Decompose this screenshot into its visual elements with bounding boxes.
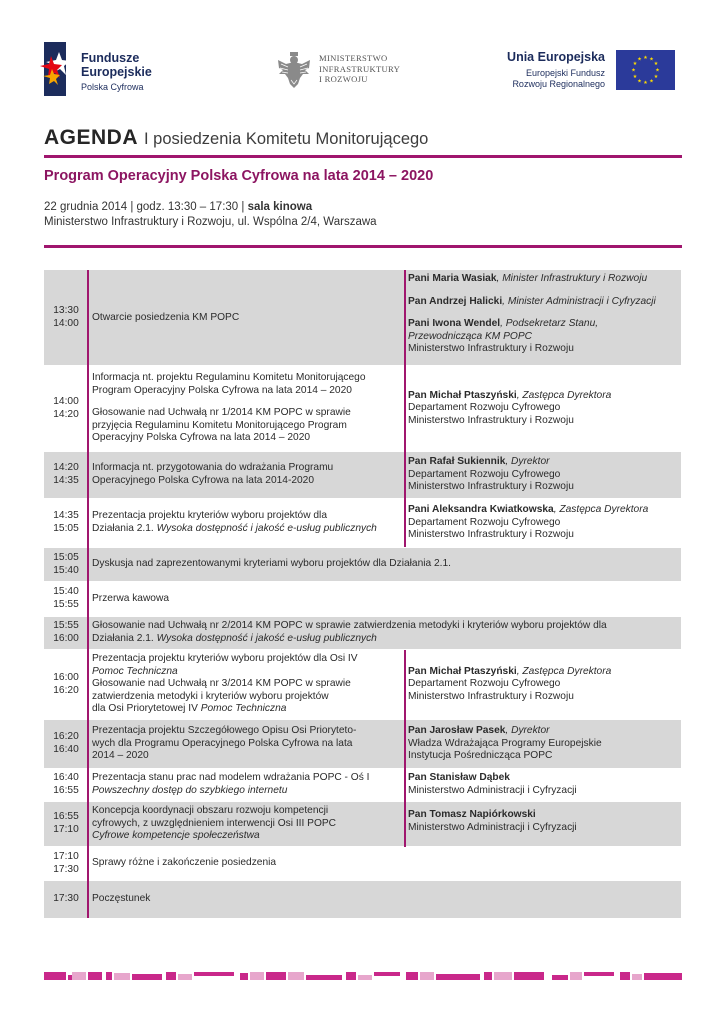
desc-line: Koncepcja koordynacji obszaru rozwoju kompetencji	[92, 805, 329, 817]
fe-logo-line1: Fundusze	[81, 51, 140, 65]
time-start: 15:55	[53, 620, 79, 632]
speaker-role: , Zastępca Dyrektora	[553, 504, 649, 516]
speaker-org: Ministerstwo Infrastruktury i Rozwoju	[408, 690, 574, 702]
speakers	[408, 650, 680, 719]
row-separator	[44, 649, 681, 651]
row-separator	[44, 365, 681, 367]
desc-line: wych dla Programu Operacyjnego Polska Cyfrowa na lata	[92, 737, 353, 749]
speaker-role: , Dyrektor	[505, 725, 550, 737]
row-separator	[44, 718, 681, 720]
speaker-column-divider	[404, 650, 406, 847]
row-separator	[44, 450, 681, 452]
speaker-name: Pan Michał Ptaszyński	[408, 665, 517, 677]
title-sub: I posiedzenia Komitetu Monitorującego	[144, 130, 429, 148]
polish-eagle-icon	[276, 50, 312, 90]
svg-text:★: ★	[649, 78, 654, 85]
item-description	[92, 650, 404, 719]
speaker-role: Przewodnicząca KM POPC	[408, 330, 532, 342]
speaker-org: Departament Rozwoju Cyfrowego	[408, 678, 561, 690]
speaker-org: Instytucja Pośrednicząca POPC	[408, 750, 553, 762]
time-end: 15:55	[53, 599, 79, 610]
time-end: 17:30	[53, 863, 79, 875]
time-start: 17:30	[53, 892, 79, 904]
speaker-org: Departament Rozwoju Cyfrowego	[408, 468, 561, 480]
time-start: 14:00	[53, 395, 79, 407]
speakers	[408, 499, 680, 547]
fundusze-europejskie-logo	[40, 42, 200, 98]
desc-line: cyfrowych, z uwzględnieniem interwencji Osi III POPC	[92, 817, 337, 829]
item-description: Otwarcie posiedzenia KM POPC	[92, 311, 240, 323]
desc-line: przyjęcia Regulaminu Komitetu Monitorującego Program	[92, 419, 347, 431]
speaker-name: Pani Aleksandra Kwiatkowska	[408, 504, 554, 516]
time-start: 14:20	[53, 462, 79, 474]
speakers	[408, 801, 680, 847]
row-separator	[44, 846, 681, 848]
row-separator	[44, 879, 681, 881]
desc-line: dla Osi Priorytetowej IV	[92, 703, 201, 715]
desc-italic: Pomoc Techniczna	[92, 665, 178, 677]
time-end: 14:35	[53, 475, 79, 486]
desc-line: zatwierdzenia metodyki i kryteriów wyboru projektów	[92, 690, 329, 702]
svg-text:★: ★	[655, 67, 660, 74]
speaker-name: Pan Stanisław Dąbek	[408, 772, 510, 784]
program-title: Program Operacyjny Polska Cyfrowa na lata 2014 – 2020	[44, 168, 434, 184]
row-separator	[44, 581, 681, 583]
speaker-org: Władza Wdrażająca Programy Europejskie	[408, 737, 602, 749]
desc-italic: Pomoc Techniczna	[200, 703, 287, 715]
date-time-text: 22 grudnia 2014 | godz. 13:30 – 17:30 |	[44, 201, 248, 213]
row-separator	[44, 768, 681, 770]
item-description	[92, 451, 404, 499]
time-start: 16:55	[53, 811, 79, 823]
item-description	[92, 499, 404, 547]
speaker-org: Ministerstwo Administracji i Cyfryzacji	[408, 821, 577, 833]
speaker-org: Ministerstwo Infrastruktury i Rozwoju	[408, 529, 574, 541]
row-separator	[44, 546, 681, 548]
speaker-org: Ministerstwo Administracji i Cyfryzacji	[408, 785, 577, 796]
agenda-row	[44, 847, 681, 880]
title-divider	[44, 155, 682, 158]
desc-line: Działania 2.1.	[92, 523, 157, 534]
agenda-row	[44, 719, 681, 769]
speaker-role: , Minister Infrastruktury i Rozwoju	[496, 273, 648, 284]
agenda-row	[44, 499, 681, 547]
row-separator	[44, 615, 681, 617]
ministry-line1: MINISTERSTWO	[319, 53, 388, 63]
speakers	[408, 451, 680, 499]
row-separator	[44, 498, 681, 500]
speaker-org: Ministerstwo Infrastruktury i Rozwoju	[408, 414, 574, 426]
speaker-org: Ministerstwo Infrastruktury i Rozwoju	[408, 343, 574, 355]
item-description	[92, 616, 676, 650]
fe-logo-line2: Europejskie	[81, 65, 152, 79]
time-end: 17:10	[53, 824, 79, 835]
speakers	[408, 769, 680, 801]
speaker-name: Pan Tomasz Napiórkowski	[408, 809, 536, 820]
desc-line: Prezentacja stanu prac nad modelem wdrażania POPC - Oś I	[92, 772, 370, 784]
agenda-row	[44, 366, 681, 451]
time-end: 16:00	[53, 633, 79, 644]
desc-italic: Powszechny dostęp do szybkiego internetu	[92, 785, 288, 796]
time-end: 15:05	[53, 523, 79, 534]
time-end: 14:00	[53, 318, 79, 329]
title-main: AGENDA	[44, 126, 139, 149]
item-description	[92, 366, 404, 451]
ministry-line2: INFRASTRUKTURY	[319, 63, 401, 74]
eu-flag-icon	[616, 50, 675, 90]
time-end: 14:20	[53, 408, 79, 420]
fe-star-logo-icon	[40, 42, 70, 96]
agenda-row	[44, 880, 681, 918]
desc-line: Działania 2.1.	[92, 633, 157, 644]
speaker-name: Pan Andrzej Halicki	[408, 295, 503, 307]
time-start: 14:35	[53, 510, 79, 522]
time-end: 16:20	[53, 684, 79, 696]
meeting-date-time	[44, 201, 312, 213]
speaker-role: , Podsekretarz Stanu,	[500, 318, 599, 330]
agenda-row	[44, 547, 681, 582]
time-end: 16:55	[53, 785, 79, 796]
speaker-name: Pan Jarosław Pasek	[408, 725, 506, 737]
svg-text:★: ★	[637, 78, 642, 85]
desc-line: Głosowanie nad Uchwałą nr 1/2014 KM POPC w sprawie	[92, 407, 351, 419]
agenda-row	[44, 270, 681, 366]
speaker-name: Pani Iwona Wendel	[408, 318, 501, 330]
speaker-name: Pani Maria Wasiak	[408, 273, 497, 284]
agenda-row	[44, 769, 681, 801]
svg-text:★: ★	[632, 74, 638, 80]
svg-text:★: ★	[632, 61, 638, 67]
item-description	[92, 769, 404, 801]
agenda-row	[44, 582, 681, 616]
unia-europejska-logo	[495, 50, 685, 94]
svg-text:★: ★	[643, 55, 648, 61]
agenda-row	[44, 616, 681, 650]
time-end: 16:40	[53, 744, 79, 755]
desc-line: Operacyjnego Polska Cyfrowa na lata 2014-2020	[92, 475, 314, 486]
time-start: 13:30	[53, 305, 79, 317]
desc-italic: Wysoka dostępność i jakość e-usług publicznych	[156, 633, 377, 644]
svg-text:★: ★	[653, 74, 659, 80]
speaker-org: Departament Rozwoju Cyfrowego	[408, 516, 561, 528]
time-column-divider	[87, 270, 89, 918]
speaker-org: Ministerstwo Infrastruktury i Rozwoju	[408, 481, 574, 493]
desc-line: Operacyjny Polska Cyfrowa na lata 2014 – 2020	[92, 432, 311, 444]
speaker-role: , Minister Administracji i Cyfryzacji	[502, 295, 656, 307]
desc-line: Głosowanie nad Uchwałą nr 2/2014 KM POPC w sprawie zatwierdzenia metodyki i kryteriów wyboru projektów dla	[92, 620, 607, 632]
item-description: Przerwa kawowa	[92, 592, 169, 604]
speaker-name: Pan Michał Ptaszyński	[408, 389, 517, 401]
desc-line: Program Operacyjny Polska Cyfrowa na lata 2014 – 2020	[92, 384, 352, 396]
item-description	[92, 801, 404, 847]
row-separator	[44, 800, 681, 802]
meeting-address: Ministerstwo Infrastruktury i Rozwoju, ul. Wspólna 2/4, Warszawa	[44, 216, 377, 228]
agenda-title	[44, 126, 428, 150]
svg-text:★: ★	[637, 56, 642, 63]
desc-italic: Cyfrowe kompetencje społeczeństwa	[92, 830, 260, 842]
speaker-role: , Dyrektor	[505, 456, 550, 468]
time-start: 16:00	[53, 671, 79, 683]
desc-line: 2014 – 2020	[92, 750, 149, 762]
speaker-role: , Zastępca Dyrektora	[516, 665, 612, 677]
agenda-row	[44, 801, 681, 847]
desc-line: Informacja nt. projektu Regulaminu Komitetu Monitorującego	[92, 372, 366, 384]
ministry-line3: I ROZWOJU	[319, 74, 368, 84]
time-start: 16:40	[53, 772, 79, 784]
time-end: 15:40	[53, 564, 79, 576]
svg-text:★: ★	[653, 61, 659, 67]
speakers	[408, 719, 680, 769]
time-start: 15:40	[53, 586, 79, 598]
speaker-org: Departament Rozwoju Cyfrowego	[408, 402, 561, 414]
desc-line: Prezentacja projektu Szczegółowego Opisu Osi Prioryteto-	[92, 725, 357, 737]
item-description: Sprawy różne i zakończenie posiedzenia	[92, 857, 277, 869]
speakers	[408, 366, 680, 451]
desc-italic: Wysoka dostępność i jakość e-usług publicznych	[156, 523, 377, 534]
fe-logo-line3: Polska Cyfrowa	[81, 82, 144, 92]
eu-logo-line1: Unia Europejska	[507, 50, 605, 64]
svg-text:★: ★	[643, 80, 648, 86]
desc-line: Prezentacja projektu kryteriów wyboru projektów dla	[92, 510, 327, 522]
time-start: 15:05	[53, 551, 79, 563]
agenda-row	[44, 451, 681, 499]
speaker-name: Pan Rafał Sukiennik	[408, 456, 506, 468]
item-description	[92, 719, 404, 769]
time-start: 17:10	[53, 850, 79, 862]
speakers	[408, 270, 680, 366]
desc-line: Głosowanie nad Uchwałą nr 3/2014 KM POPC w sprawie	[92, 678, 351, 690]
desc-line: Prezentacja projektu kryteriów wyboru projektów dla Osi IV	[92, 653, 358, 665]
svg-text:★: ★	[649, 56, 654, 63]
meta-divider	[44, 245, 682, 248]
time-start: 16:20	[53, 731, 79, 743]
agenda-row	[44, 650, 681, 719]
room-text: sala kinowa	[247, 201, 313, 213]
footer-pattern	[44, 970, 682, 982]
desc-line: Informacja nt. przygotowania do wdrażania Programu	[92, 462, 334, 474]
speaker-role: , Zastępca Dyrektora	[516, 389, 612, 401]
speaker-column-divider	[404, 270, 406, 547]
svg-text:★: ★	[631, 67, 636, 74]
eu-logo-line3: Rozwoju Regionalnego	[512, 79, 605, 89]
item-description: Poczęstunek	[92, 892, 151, 904]
ministry-logo	[276, 50, 426, 90]
item-description: Dyskusja nad zaprezentowanymi kryteriami wyboru projektów dla Działania 2.1.	[92, 558, 451, 570]
eu-logo-line2: Europejski Fundusz	[525, 68, 605, 78]
